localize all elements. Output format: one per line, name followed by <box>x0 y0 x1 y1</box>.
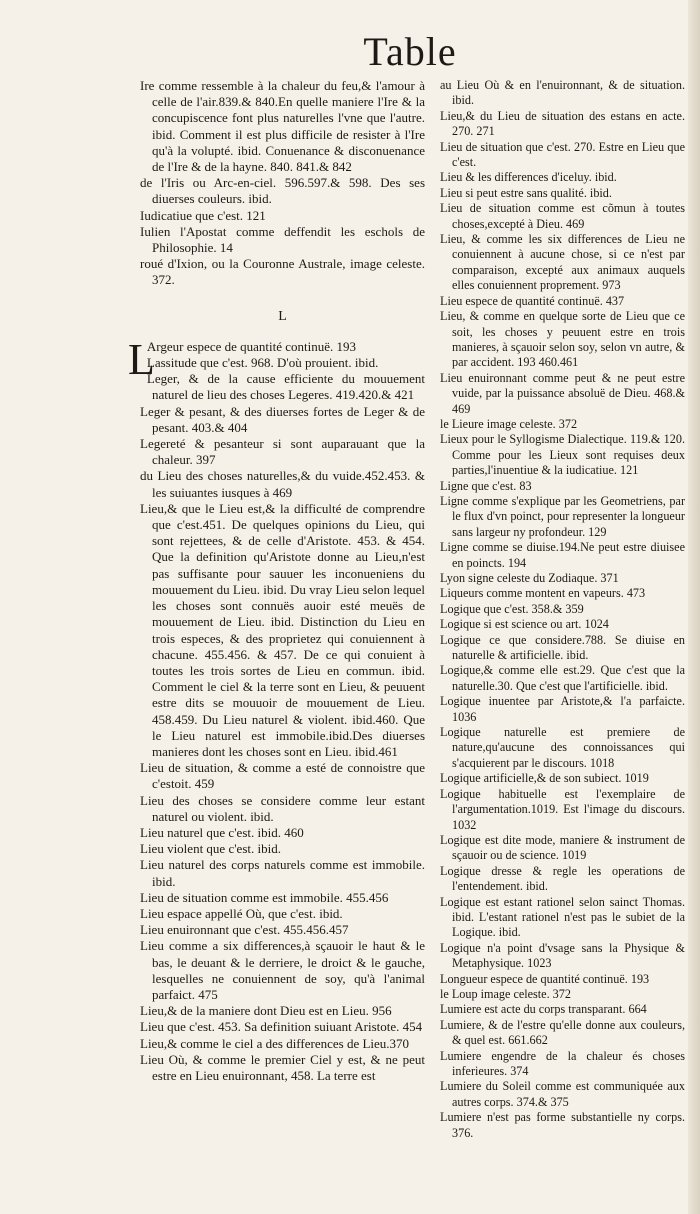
index-entry: Logique dresse & regle les operations de l'entendement. ibid. <box>440 863 685 894</box>
index-entry: Logique que c'est. 358.& 359 <box>440 601 584 616</box>
index-entry: LArgeur espece de quantité continuë. 193 <box>128 334 357 384</box>
index-entry: Lieu de situation, & comme a esté de connoistre que c'estoit. 459 <box>140 760 425 792</box>
index-entry: Ligne comme s'explique par les Geometriens, par le flux d'vn poinct, pour representer la longueur sans largeur ny profondeur. 129 <box>440 493 685 539</box>
index-entry: Iudicatiue que c'est. 121 <box>140 207 266 223</box>
index-entry: de l'Iris ou Arc-en-ciel. 596.597.& 598. Des ses diuerses couleurs. ibid. <box>140 175 425 207</box>
index-entry: Lumiere engendre de la chaleur és choses inferieures. 374 <box>440 1048 685 1078</box>
index-entry: Lumiere du Soleil comme est communiquée aux autres corps. 374.& 375 <box>440 1079 685 1109</box>
index-entry: Lassitude que c'est. 968. D'où prouient. ibid. <box>146 355 379 371</box>
index-entry: le Lieure image celeste. 372 <box>440 416 578 431</box>
index-entry: Logique artificielle,& de son subiect. 1019 <box>440 771 649 786</box>
index-entry: Lieux pour le Syllogisme Dialectique. 119.& 120. Comme pour les Lieux sont requises deux parties,l'inuentiue & la iudicatiue. 121 <box>440 432 685 478</box>
index-entry: Logique est estant rationel selon sainct Thomas. ibid. L'estant rationel n'est pas le subiet de la Logique. ibid. <box>440 894 685 940</box>
index-entry: Iulien l'Apostat comme deffendit les eschols de Philosophie. 14 <box>140 223 425 256</box>
index-entry: Ire comme ressemble à la chaleur du feu,& l'amour à celle de l'air.839.& 840.En quelle maniere l'Ire & la concupiscence font plus naturelles l'vne que l'autre. ibid. Comment il est plus difficile de resister à l'Ire qu'à la volupté. ibid. Conuenance & disconuenance de l'Ire & de la hayne. 840. 841.& 842 <box>140 78 425 175</box>
index-entry: Leger, & de la cause efficiente du mouuement naturel de lieu des choses Legeres. 419.420.& 421 <box>146 371 425 403</box>
index-entry: Lieu,& que le Lieu est,& la difficulté de comprendre que c'est.451. De quelques opinions du Lieu, qui sont rejettees, & de celle d'Aristote. 453. & 454. Que la definition qu'Aristote donne au Lieu,n'est pas suffisante pour sauuer les inconueniens du mouuement du Lieu. ibid. Du vray Lieu selon lequel les choses sont connuës auoir esté meuës de mouuement de Lieu. ibid. Distinction du Lieu en trois especes, & des proprietez qui conuiennent à chacune. 455.456. & 457. De ce qui conuient à toutes les trois sortes de Lieu en commun. ibid. Comment le ciel & la terre sont en Lieu, & peuuent estre dits se mouuoir de mouuement de Lieu. 458.459. Du Lieu naturel & violent. ibid.460. Que le Lieu naturel est immobile.ibid.Des diuerses manieres dont les choses sont en Lieu. ibid.461 <box>140 500 425 759</box>
index-entry: Lieu espace appellé Où, que c'est. ibid. <box>140 905 343 921</box>
index-entry: Ligne que c'est. 83 <box>440 478 532 493</box>
index-entry: Lieu,& de la maniere dont Dieu est en Lieu. 956 <box>140 1003 392 1019</box>
index-entry: Logique,& comme elle est.29. Que c'est que la naturelle.30. Que c'est que l'artificielle. ibid. <box>440 663 685 693</box>
index-entry: Liqueurs comme montent en vapeurs. 473 <box>440 586 646 601</box>
index-entry: Legereté & pesanteur si sont auparauant que la chaleur. 397 <box>140 436 425 468</box>
index-column-right <box>440 78 685 1141</box>
index-entry: Lieu, & comme les six differences de Lieu ne conuiennent à aucune chose, si ce n'est par comparaison, excepté aux animaux auquels elles conuiennent proprement. 973 <box>440 232 685 293</box>
index-entry: Logique naturelle est premiere de nature,qu'aucune des connoissances qui s'acquierent par le discours. 1018 <box>440 725 685 770</box>
index-column-left <box>128 78 425 1084</box>
index-entry: Logique inuentee par Aristote,& l'a parfaicte. 1036 <box>440 694 685 724</box>
index-entry: roué d'Ixion, ou la Couronne Australe, image celeste. 372. <box>140 256 425 288</box>
index-entry: Lumiere est acte du corps transparant. 664 <box>440 1002 647 1017</box>
index-entry: Lieu,& comme le ciel a des differences de Lieu.370 <box>140 1035 410 1051</box>
index-entry: Lieu des choses se considere comme leur estant naturel ou violent. ibid. <box>140 792 425 824</box>
index-entry: Lieu de situation comme est immobile. 455.456 <box>140 889 389 905</box>
index-entry: Ligne comme se diuise.194.Ne peut estre diuisee en poincts. 194 <box>440 540 685 570</box>
index-entry: Lieu & les differences d'iceluy. ibid. <box>440 170 617 185</box>
index-entry: Lieu enuironnant comme peut & ne peut estre vuide, par la puissance absoluë de Dieu. 468.& 469 <box>440 370 685 416</box>
index-entry: Lieu naturel que c'est. ibid. 460 <box>140 824 304 840</box>
index-entry: Logique ce que considere.788. Se diuise en naturelle & artificielle. ibid. <box>440 632 685 663</box>
index-entry: Logique si est science ou art. 1024 <box>440 617 609 632</box>
index-entry: Lieu violent que c'est. ibid. <box>140 841 281 857</box>
index-entry: Logique habituelle est l'exemplaire de l'argumentation.1019. Est l'image du discours. 1032 <box>440 786 685 832</box>
page-title: Table <box>363 29 457 74</box>
index-entry: Lieu si peut estre sans qualité. ibid. <box>440 185 612 200</box>
index-entry: Logique est dite mode, maniere & instrument de sçauoir ou de science. 1019 <box>440 832 685 863</box>
index-entry: Logique n'a point d'vsage sans la Physique & Metaphysique. 1023 <box>440 940 685 971</box>
index-entry: Lieu enuironnant que c'est. 455.456.457 <box>140 922 349 938</box>
index-entry: du Lieu des choses naturelles,& du vuide.452.453. & les suiuantes iusques à 469 <box>140 468 425 500</box>
index-entry: Lieu, & comme en quelque sorte de Lieu que ce soit, les choses y peuuent estre en trois manieres, à sçauoir selon soy, selon vn autre, & par accident. 193 460.461 <box>440 309 685 370</box>
index-entry: au Lieu Où & en l'enuironnant, & de situation. ibid. <box>440 78 685 108</box>
index-entry: Lumiere n'est pas forme substantielle ny corps. 376. <box>440 1110 685 1140</box>
index-entry: Lieu comme a six differences,à sçauoir le haut & le bas, le deuant & le derriere, le droict & le gauche, lesquelles ne conuiennent de soy, qu'à l'animal parfaict. 475 <box>140 938 425 1002</box>
index-entry: Lieu,& du Lieu de situation des estans en acte. 270. 271 <box>440 108 685 139</box>
index-entry: Lieu naturel des corps naturels comme est immobile. ibid. <box>140 857 425 889</box>
index-entry: Lieu que c'est. 453. Sa definition suiuant Aristote. 454 <box>140 1019 423 1035</box>
index-entry: Lieu de situation comme est cõmun à toutes choses,excepté à Dieu. 469 <box>440 201 685 231</box>
index-entry: Lieu Où, & comme le premier Ciel y est, & ne peut estre en Lieu enuironnant, 458. La terre est <box>140 1051 425 1083</box>
index-entry: Lyon signe celeste du Zodiaque. 371 <box>440 571 619 585</box>
index-entry: Leger & pesant, & des diuerses fortes de Leger & de pesant. 403.& 404 <box>140 403 425 435</box>
section-letter-heading: L <box>278 308 287 324</box>
index-entry: Lumiere, & de l'estre qu'elle donne aux couleurs, & quel est. 661.662 <box>440 1017 685 1048</box>
index-entry: Lieu espece de quantité continuë. 437 <box>440 293 625 308</box>
page-edge-shadow <box>688 0 700 1214</box>
index-entry: Lieu de situation que c'est. 270. Estre en Lieu que c'est. <box>440 139 685 170</box>
index-entry: le Loup image celeste. 372 <box>440 986 571 1001</box>
index-entry: Longueur espece de quantité continuë. 193 <box>440 971 650 986</box>
